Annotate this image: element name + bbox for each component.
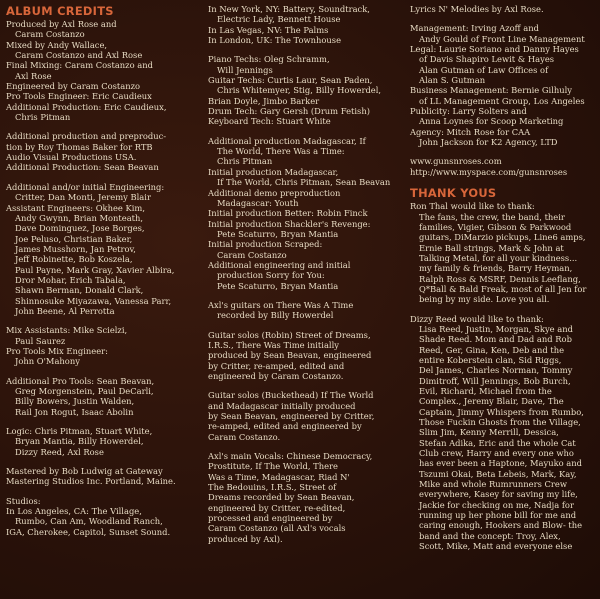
credit-line: Stefan Adika, Eric and the whole Cat: [419, 437, 576, 448]
credit-line: Agency: Mitch Rose for CAA: [410, 126, 531, 137]
credit-line: caring enough, Hookers and Blow- the: [419, 520, 583, 531]
credit-line: Initial production Madagascar,: [208, 166, 339, 177]
credit-line: Produced by Axl Rose and: [6, 19, 117, 29]
credit-line: Ron Thal would like to thank:: [410, 201, 535, 212]
credit-block: [6, 496, 202, 537]
credit-line: Axl's guitars on There Was A Time: [208, 299, 354, 310]
credit-line: Anna Loynes for Scoop Marketing: [419, 116, 564, 127]
credit-line: Engineered by Caram Costanzo: [6, 81, 141, 92]
credit-line: Chris Pitman: [15, 112, 71, 123]
credit-line: Scott, Mike, Matt and everyone else: [419, 541, 573, 552]
credit-line: The fans, the crew, the band, their: [419, 211, 565, 222]
credit-line: In New York, NY: Battery, Soundtrack,: [208, 4, 370, 14]
credit-line: Prostitute, If The World, There: [208, 461, 338, 472]
credit-line: being by my side. Love you all.: [419, 294, 550, 305]
credit-line: IGA, Cherokee, Capitol, Sunset Sound.: [6, 526, 171, 537]
credit-block: [208, 300, 404, 321]
credit-block: [410, 23, 598, 147]
credit-line: Caram Costanzo and Axl Rose: [15, 50, 143, 61]
credit-block: [208, 451, 404, 544]
credit-line: everywhere, Kasey for saving my life,: [419, 489, 578, 500]
credit-line: and Madagascar initially produced: [208, 400, 356, 411]
credit-line: Lyrics N' Melodies by Axl Rose.: [410, 4, 544, 14]
credit-block: [410, 4, 598, 14]
credit-line: The World, There Was a Time:: [217, 146, 345, 157]
credit-block: [6, 131, 202, 172]
credit-line: has ever been a Haptone, Mayuko and: [419, 458, 582, 469]
credit-block: [208, 54, 404, 126]
credit-line: Dimitroff, Will Jennings, Bob Burch,: [419, 375, 571, 386]
album-credits-heading: ALBUM CREDITS: [6, 4, 114, 18]
credit-line: Pete Scaturro, Bryan Mantia: [217, 228, 339, 239]
credit-line: Axl Rose: [15, 70, 52, 81]
credit-line: Caram Costanzo: [15, 29, 85, 40]
production-credits-blocks: [208, 4, 404, 544]
credit-line: Axl's main Vocals: Chinese Democracy,: [208, 451, 373, 462]
credit-line: Pro Tools Mix Engineer:: [6, 345, 108, 356]
credit-line: Critter, Dan Monti, Jeremy Blair: [15, 192, 151, 203]
credit-line: I.R.S., There Was Time initially: [208, 339, 339, 350]
credit-line: Guitar Techs: Curtis Laur, Sean Paden,: [208, 75, 373, 86]
credit-line: Additional demo preproduction: [208, 187, 341, 198]
credit-line: In Las Vegas, NV: The Palms: [208, 24, 329, 35]
credit-line: Additional engineering and initial: [208, 259, 351, 270]
credit-line: Legal: Laurie Soriano and Danny Hayes: [410, 44, 579, 55]
credits-column-3: [410, 4, 598, 561]
credit-line: Logic: Chris Pitman, Stuart White,: [6, 426, 153, 437]
credit-line: of Davis Shapiro Lewit & Hayes: [419, 54, 555, 65]
credit-block: [208, 4, 404, 45]
credit-block: [6, 325, 202, 366]
credit-line: Initial production Scraped:: [208, 239, 323, 250]
credit-block: [410, 314, 598, 552]
credit-line: Shawn Berman, Donald Clark,: [15, 285, 144, 296]
credit-line: Dreams recorded by Sean Beavan,: [208, 492, 355, 503]
credit-line: Guitar solos (Robin) Street of Dreams,: [208, 329, 371, 340]
credit-line: Talking Metal, for all your kindness...: [419, 252, 578, 263]
credit-line: by Critter, re-amped, edited and: [208, 360, 345, 371]
credit-line: Mastered by Bob Ludwig at Gateway: [6, 466, 163, 477]
credit-line: Drum Tech: Gary Gersh (Drum Fetish): [208, 106, 370, 117]
credit-line: http://www.myspace.com/gunsnroses: [410, 166, 568, 177]
credit-line: Shade Reed. Mom and Dad and Rob: [419, 334, 572, 345]
credit-line: The Bedouins, I.R.S., Street of: [208, 482, 337, 493]
credit-line: Additional Pro Tools: Sean Beavan,: [6, 375, 155, 386]
credit-line: Publicity: Larry Solters and: [410, 106, 527, 117]
credit-line: Mastering Studios Inc. Portland, Maine.: [6, 476, 176, 487]
credit-line: Andy Gwynn, Brian Monteath,: [15, 212, 144, 223]
credit-line: Brian Doyle, Jimbo Barker: [208, 95, 320, 106]
credit-line: Guitar solos (Buckethead) If The World: [208, 390, 374, 401]
credit-line: Ralph Ross & MSRF, Dennis Leeflang,: [419, 273, 581, 284]
credit-line: Caram Costanzo (all Axl's vocals: [208, 523, 346, 534]
credit-block: [6, 466, 202, 487]
credit-line: Alan S. Gutman: [419, 75, 486, 86]
credit-line: engineered by Caram Costanzo.: [208, 371, 344, 381]
credit-line: Ernie Ball strings, Mark & John at: [419, 242, 564, 253]
credit-line: band and the concept: Troy, Alex,: [419, 530, 561, 541]
credit-line: guitars, DiMarzio pickups, Line6 amps,: [419, 232, 586, 243]
credit-block: [6, 182, 202, 316]
credit-line: Pete Scaturro, Bryan Mantia: [217, 280, 339, 291]
credit-block: [410, 201, 598, 304]
credit-line: Additional production and preproduc-: [6, 131, 167, 142]
credit-line: In Los Angeles, CA: The Village,: [6, 506, 142, 517]
credit-line: recorded by Billy Howerdel: [217, 310, 334, 321]
credit-line: Complex., Jeremy Blair, Dave, The: [419, 396, 564, 407]
credit-line: Mix Assistants: Mike Scielzi,: [6, 325, 128, 336]
credit-line: Madagascar: Youth: [217, 197, 299, 208]
credit-line: Those Fuckin Ghosts from the Village,: [419, 417, 581, 428]
credit-line: Studios:: [6, 495, 41, 506]
credit-line: Initial production Better: Robin Finck: [208, 208, 368, 219]
credit-line: Assistant Engineers: Okhee Kim,: [6, 202, 145, 213]
credit-line: Electric Lady, Bennett House: [217, 14, 341, 25]
credit-line: Dror Mohar, Erich Tabala,: [15, 274, 126, 285]
thank-yous-heading: THANK YOUS: [410, 186, 497, 201]
credit-line: James Musshorn, Jan Petrov,: [15, 243, 136, 254]
credit-line: Q*Ball & Bald Freak, most of all Jen for: [419, 283, 587, 294]
credit-line: my family & friends, Barry Heyman,: [419, 263, 573, 274]
credit-line: If The World, Chris Pitman, Sean Beavan: [217, 177, 391, 188]
album-credits-blocks: [6, 19, 202, 537]
credit-line: Will Jennings: [217, 64, 273, 75]
credit-block: [6, 426, 202, 457]
credit-line: Was a Time, Madagascar, Riad N': [208, 471, 350, 482]
credit-line: Caram Costanzo.: [208, 431, 281, 442]
credit-line: production Sorry for You:: [217, 270, 325, 281]
credit-line: processed and engineered by: [208, 513, 333, 524]
credit-line: Alan Gutman of Law Offices of: [419, 64, 549, 75]
credit-line: Joe Peluso, Christian Baker,: [15, 233, 133, 244]
credits-column-1: [6, 4, 202, 546]
credit-line: Mike and whole Rumrunners Crew: [419, 479, 567, 490]
credit-line: re-amped, edited and engineered by: [208, 421, 362, 432]
credits-column-2: [208, 4, 404, 553]
credit-block: [6, 19, 202, 122]
credit-line: Mixed by Andy Wallace,: [6, 39, 108, 50]
thank-yous-blocks: [410, 201, 598, 551]
credit-line: Additional and/or initial Engineering:: [6, 181, 165, 192]
credit-line: Dave Dominguez, Jose Borges,: [15, 223, 145, 234]
credit-line: Captain, Jimmy Whispers from Rumbo,: [419, 406, 584, 417]
credit-line: Dizzy Reed would like to thank:: [410, 313, 544, 324]
credit-block: [6, 376, 202, 417]
credit-block: [410, 156, 598, 177]
credit-line: Business Management: Bernie Gilhuly: [410, 85, 572, 96]
credit-line: John Jackson for K2 Agency, LTD: [419, 137, 558, 148]
credit-block: [208, 330, 404, 382]
credit-line: Club crew, Harry and every one who: [419, 448, 574, 459]
credit-line: Piano Techs: Oleg Schramm,: [208, 54, 330, 65]
credit-line: Shinnosuke Miyazawa, Vanessa Parr,: [15, 295, 172, 306]
credit-line: tion by Roy Thomas Baker for RTB: [6, 141, 153, 152]
credit-line: entire Koberstein clan, Sid Riggs,: [419, 354, 562, 365]
credit-line: Additional Production: Eric Caudieux,: [6, 101, 167, 112]
credit-line: Greg Morgenstein, Paul DeCarli,: [15, 386, 154, 396]
credit-line: In London, UK: The Townhouse: [208, 35, 342, 46]
credit-line: Evil, Richard, Michael from the: [419, 386, 552, 396]
credit-line: Bryan Mantia, Billy Howerdel,: [15, 436, 144, 447]
credit-line: www.gunsnroses.com: [410, 156, 502, 167]
credit-line: Jackie for checking on me, Nadja for: [419, 499, 574, 510]
credit-line: Slim Jim, Kenny Merrill, Dessica,: [419, 427, 559, 438]
credit-line: John O'Mahony: [15, 356, 80, 367]
credit-line: Chris Whitemyer, Stig, Billy Howerdel,: [217, 85, 382, 96]
credit-line: Pro Tools Engineer: Eric Caudieux: [6, 91, 152, 102]
credit-line: John Beene, Al Perrotta: [15, 305, 115, 316]
credit-line: Tszumi Okai, Beta Lebeis, Mark, Kay,: [419, 468, 577, 479]
credit-block: [208, 136, 404, 291]
credit-line: Rail Jon Rogut, Isaac Abolin: [15, 406, 134, 417]
credit-line: Paul Payne, Mark Gray, Xavier Albira,: [15, 264, 175, 275]
credit-line: Lisa Reed, Justin, Morgan, Skye and: [419, 323, 573, 334]
management-credits-blocks: [410, 4, 598, 177]
credit-line: by Sean Beavan, engineered by Critter,: [208, 411, 375, 422]
credit-line: Chris Pitman: [217, 156, 273, 167]
credit-block: [208, 390, 404, 442]
credit-line: Management: Irving Azoff and: [410, 23, 539, 34]
credit-line: Del James, Charles Norman, Tommy: [419, 365, 573, 376]
credit-line: Rumbo, Can Am, Woodland Ranch,: [15, 516, 163, 527]
credit-line: Paul Saurez: [15, 335, 66, 346]
credit-line: Initial production Shackler's Revenge:: [208, 218, 371, 229]
credit-line: Additional production Madagascar, If: [208, 135, 366, 146]
credit-line: Reed, Ger, Gina, Ken, Deb and the: [419, 344, 565, 355]
credit-line: families, Vigier, Gibson & Parkwood: [419, 221, 572, 232]
credit-line: Andy Gould of Front Line Management: [419, 33, 585, 44]
credit-line: Final Mixing: Caram Costanzo and: [6, 60, 153, 71]
credit-line: Billy Bowers, Justin Walden,: [15, 396, 135, 407]
credit-line: engineered by Critter, re-edited,: [208, 502, 346, 513]
credit-line: of LL Management Group, Los Angeles: [419, 95, 585, 106]
credit-line: running up her phone bill for me and: [419, 510, 577, 521]
credit-line: Audio Visual Productions USA.: [6, 152, 137, 163]
credit-line: Keyboard Tech: Stuart White: [208, 116, 331, 127]
credit-line: produced by Axl).: [208, 533, 283, 544]
credit-line: Dizzy Reed, Axl Rose: [15, 446, 104, 457]
credit-line: produced by Sean Beavan, engineered: [208, 350, 372, 361]
credit-line: Jeff Robinette, Bob Koszela,: [15, 254, 133, 265]
credit-line: Caram Costanzo: [217, 249, 287, 260]
credit-line: Additional Production: Sean Beavan: [6, 162, 159, 173]
